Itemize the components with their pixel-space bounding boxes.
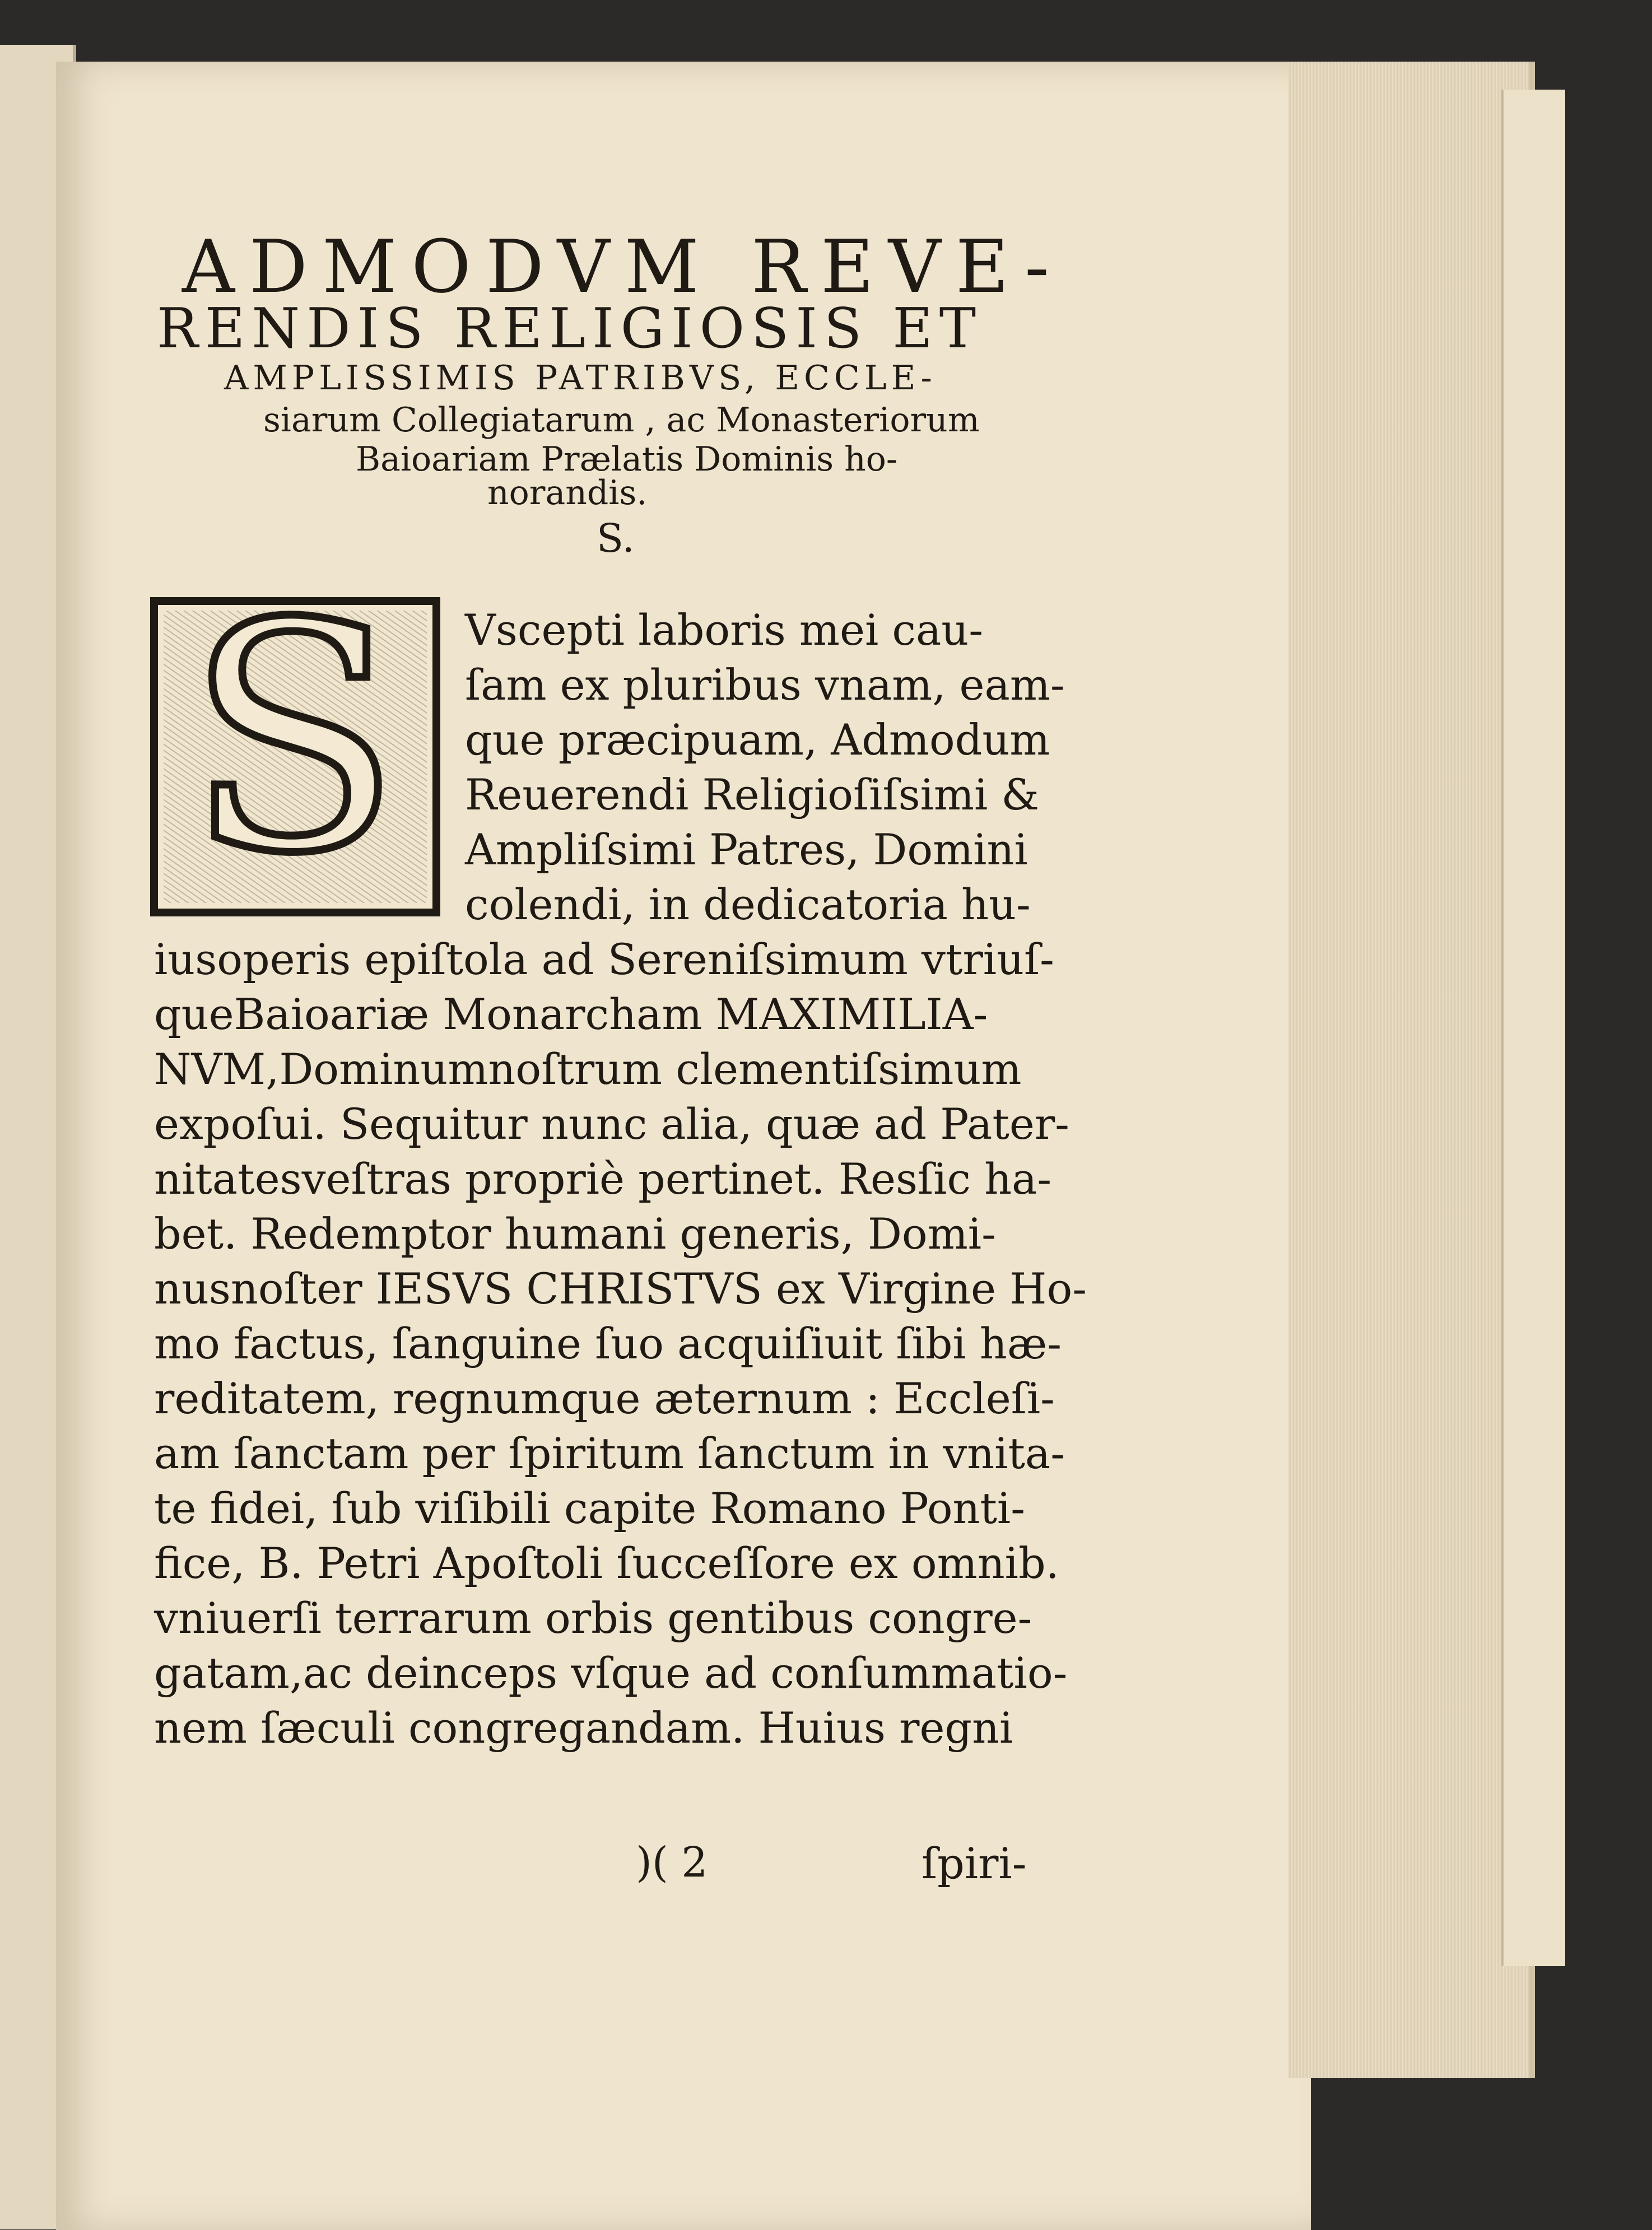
body-line: que præcipuam, Admodum (465, 715, 1050, 765)
body-line: reditatem, regnumque æternum : Eccleſi- (154, 1374, 1055, 1423)
body-line: colendi, in dedicatoria hu- (465, 879, 1031, 929)
body-line: Reuerendi Religioſiſsimi & (465, 770, 1040, 820)
initial-letter: S (186, 597, 401, 916)
heading-line-6: norandis. (487, 473, 648, 513)
body-line: te fidei, ſub viſibili capite Romano Ponti- (154, 1483, 1025, 1533)
back-board (1501, 90, 1565, 1966)
signature-mark: )( 2 (636, 1838, 708, 1887)
heading-line-5: Baioariam Prælatis Dominis ho- (356, 440, 898, 479)
body-line: ſam ex pluribus vnam, eam- (465, 660, 1065, 710)
salutation: S. (597, 515, 635, 561)
body-line: am ſanctam per ſpiritum ſanctum in vnita- (154, 1428, 1065, 1478)
body-line: vniuerſi terrarum orbis gentibus congre- (154, 1593, 1032, 1643)
body-line: nusnoſter IESVS CHRISTVS ex Virgine Ho- (154, 1264, 1087, 1314)
body-line: gatam,ac deinceps vſque ad conſummatio- (154, 1648, 1068, 1698)
heading-line-2: RENDIS RELIGIOSIS ET (157, 297, 983, 361)
heading-line-3: AMPLISSIMIS PATRIBVS, ECCLE- (224, 359, 937, 398)
heading-line-4: siarum Collegiatarum , ac Monasteriorum (263, 401, 980, 440)
catchword: ſpiri- (922, 1838, 1027, 1888)
body-line: queBaioariæ Monarcham MAXIMILIA- (154, 989, 988, 1039)
body-line: NVM,Dominumnoſtrum clementiſsimum (154, 1044, 1022, 1094)
body-line: nitatesveſtras propriè pertinet. Resſic ha- (154, 1154, 1052, 1204)
body-line: nem ſæculi congregandam. Huius regni (154, 1703, 1013, 1753)
body-line: Ampliſsimi Patres, Domini (465, 825, 1028, 874)
body-line: fice, B. Petri Apoſtoli ſucceſſore ex omnib. (154, 1538, 1059, 1588)
body-line: expoſui. Sequitur nunc alia, quæ ad Pater- (154, 1099, 1069, 1149)
woodcut-initial (150, 597, 440, 916)
body-line: iusoperis epiſtola ad Sereniſsimum vtriuſ- (154, 934, 1054, 984)
body-line: mo factus, ſanguine ſuo acquiſiuit ſibi hæ- (154, 1319, 1062, 1368)
body-line: Vscepti laboris mei cau- (465, 605, 983, 655)
page-block-edges (1288, 62, 1535, 2078)
heading-line-1: ADMODVM REVE- (182, 224, 1064, 309)
body-line: bet. Redemptor humani generis, Domi- (154, 1209, 996, 1259)
